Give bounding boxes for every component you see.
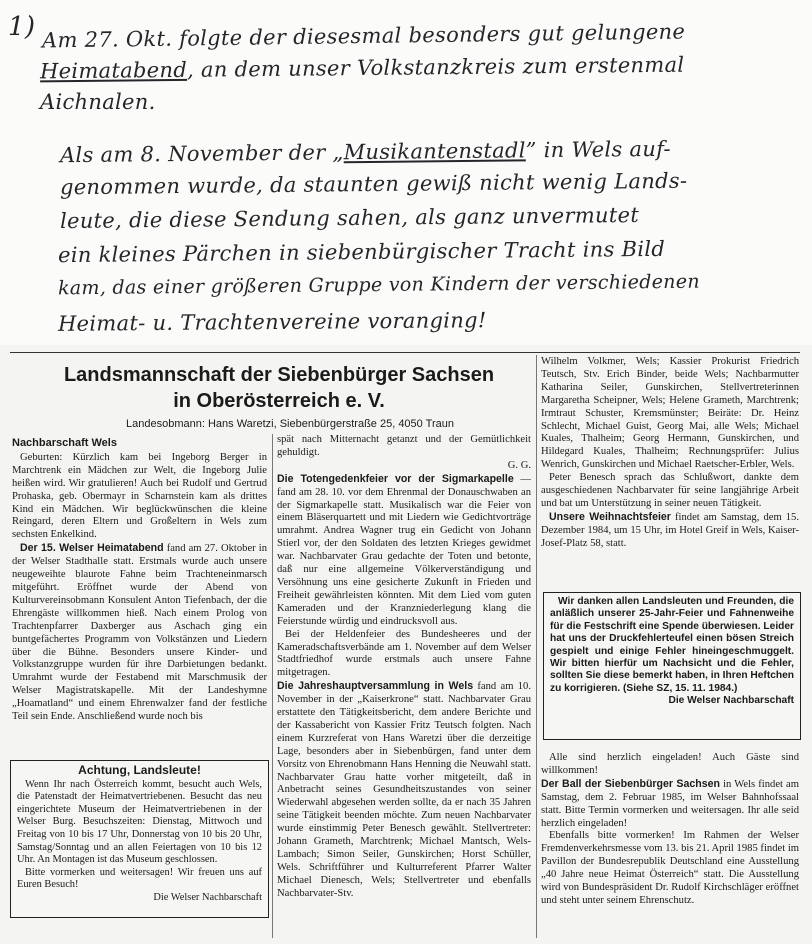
weihnachtsfeier-text: findet am Samstag, dem 15. Dezember 1984, um 15 Uhr, im Hotel Greif in Wels, Kaiser-Josef-Platz 58, statt. xyxy=(541,511,799,549)
weihnachtsfeier-heading: Unsere Weihnachtsfeier xyxy=(549,510,671,523)
totengedenkfeier-text: — fand am 28. 10. vor dem Ehrenmal der Donauschwaben an der Sigmarkapelle statt. Musikalisch war die Feier von einem Bläserquartett und mit Liedern wie Gedichtvorträge umrahmt. Andrea Wagner trug ein Gedicht von Johann Stierl vor, der den Soldaten des letzten Krieges gewidmet war. Nachbarvater Grau gedachte der Toten und betonte, daß nur eine allgemeine Völkerverständigung und Versöhnung uns eine gesicherte Zukunft in Frieden und Freiheit gewährleisten könnten. Mit dem Lied vom guten Kameraden und der Kranzniederlegung klang die Feierstunde würdig und eindrucksvoll aus. xyxy=(277,473,531,627)
column-1 xyxy=(12,434,267,724)
ball-text: in Wels findet am Samstag, dem 2. Februar 1985, im Welser Bahnhofssaal statt. Bitte Termin vormerken und weitersagen. Ihr alle seid herzlich eingeladen! xyxy=(541,778,799,829)
jahreshauptversammlung-text: fand am 10. November in der „Kaiserkrone“ statt. Nachbarvater Grau erstattete den Tätigkeitsbericht, dem andere Berichte und der Kassabericht von Kassier Fritz Teutsch folgten. Nach einem Kurzreferat von Hans Waretzi über die derzeitige Lage, besonders aber in Siebenbürgen, fand unter dem Vorsitz von Ehrenobmann Hans Henning die Neuwahl statt. Nachbarvater Grau hatte vorher mitgeteilt, daß in Anbetracht seines Gesundheitszustandes von seiner Wiederwahl abgesehen werden sollte, da er nach 35 Jahren seine Tätigkeit beenden möchte. Zum neuen Nachbarvater wurde einstimmig Peter Benesch gewählt. Stellvertreter: Johann Grameth, Marchtrenk; Michael Mantsch, Wels-Lambach; Simon Seiler, Gunskirchen; Horst Schüller, Wels. Schriftführer und Kulturreferent Pfarrer Walter Michael Dienesch, Wels; Stellvertreter und ebenfalls Nachbarvater-Stv. xyxy=(277,681,531,899)
heimatabend-paragraph xyxy=(12,542,267,724)
note-musikantenstadl: Musikantenstadl xyxy=(343,138,526,165)
note-line-5: genommen wurde, da staunten gewiß nicht wenig Lands- xyxy=(59,168,688,200)
ausstellung-paragraph: Ebenfalls bitte vormerken! Im Rahmen der Welser Fremdenverkehrsmesse vom 13. bis 21. April 1985 findet im Pavillon der Bundesrepublik Deutschland eine Ausstellung „40 Jahre neue Heimat Österreich“ statt. Die Ausstellung wird von Bundespräsident Dr. Rudolf Kirchschläger eröffnet und steht unter seinem Ehrenschutz. xyxy=(541,830,799,906)
museum-notice-signature: Die Welser Nachbarschaft xyxy=(153,891,262,903)
note-line-3: Aichnalen. xyxy=(40,90,156,114)
ball-heading: Der Ball der Siebenbürger Sachsen xyxy=(541,777,720,790)
column-3-lower xyxy=(541,752,799,908)
totengedenkfeier-paragraph xyxy=(277,473,531,629)
note-line-4 xyxy=(60,137,671,167)
heimatabend-text: fand am 27. Oktober in der Welser Stadthalle statt. Erstmals wurde auch unsere neugeweihte blaurote Fahne beim Trachteneinmarsch mitgeführt. Eröffnet wurde der Abend von Kulturvereinsobmann Konsulent Anton Tiefenbach, der die Ehrengäste willkommen hieß. Nach einem Prolog von Trachtenpfarrer Daxberger aus Aschach ging ein buntgefächertes Programm von Volkstänzen und Liedern über die Bühne. Besonders unsere Kinder- und Volkstanzgruppe wurden für ihre Darbietungen bedankt. Umrahmt wurde der Festabend mit Marschmusik der Welser Magistratskapelle. Mit der Landeshymne „Hoamatland“ und einem Ehrenwalzer fand der festliche Teil sein Ende. Anschließend wurde noch bis xyxy=(12,543,267,723)
note-line-2-rest: , an dem unser Volkstanzkreis zum erstenmal xyxy=(186,52,685,82)
thanks-notice-text: Wir danken allen Landsleuten und Freunden, die anläßlich unserer 25-Jahr-Feier und Fahnenweihe für die Festschrift eine Spende überwiesen. Leider hat uns der Druckfehlerteufel einen bösen Streich gespielt und einige Fehler hineingeschmuggelt. Wir bitten hierfür um Nachsicht und die Fehler, sollten Sie diese bemerkt haben, in Ihren Heftchen zu korrigieren. (Siehe SZ, 15. 11. 1984.) xyxy=(550,596,794,694)
column-rule-2 xyxy=(536,355,537,938)
clipping-top-rule xyxy=(10,352,800,353)
clipping-title-line-2: in Oberösterreich e. V. xyxy=(173,390,385,412)
museum-notice-text: Wenn Ihr nach Österreich kommt, besucht auch Wels, die Patenstadt der Heimatvertriebenen. Besucht das neu eingerichtete Museum der Heimatvertriebenen in der Welser Burg. Besuchszeiten: Dienstag, Mittwoch und Freitag von 10 bis 17 Uhr, Donnerstag von 10 bis 20 Uhr, Samstag/Sonntag und an allen Feiertagen von 10 bis 12 Uhr. An Montagen ist das Museum geschlossen. xyxy=(17,778,262,866)
totengedenkfeier-heading: Die Totengedenkfeier vor der Sigmarkapelle xyxy=(277,472,514,485)
museum-notice-box xyxy=(10,760,269,918)
births-paragraph: Geburten: Kürzlich kam bei Ingeborg Berger in Marchtrenk ein Mädchen zur Welt, die Ingeborg Julie heißen wird. Wir gratulieren! Auch bei Rudolf und Gertrud Prohaska, geb. Obermayr in Scharnstein kam als drittes Kind ein Mädchen. Wir beglückwünschen die kleine Reingard, deren Eltern und Großeltern in Wels zum sechsten Enkelkind. xyxy=(12,451,267,541)
thanks-notice-signature: Die Welser Nachbarschaft xyxy=(668,695,794,707)
schlusswort-paragraph: Peter Benesch sprach das Schlußwort, dankte dem ausgeschiedenen Nachbarvater für seine langjährige Arbeit und bat um Unterstützung in seiner neuen Tätigkeit. xyxy=(541,472,799,509)
heimatabend-heading: Der 15. Welser Heimatabend xyxy=(20,542,164,555)
note-line-9: Heimat- u. Trachtenvereine voranging! xyxy=(57,308,487,336)
col2-continuation: spät nach Mitternacht getanzt und der Gemütlichkeit gehuldigt. xyxy=(277,434,531,458)
weihnachtsfeier-paragraph xyxy=(541,511,799,551)
column-3 xyxy=(541,356,799,551)
col2-initials: G. G. xyxy=(507,459,531,471)
column-2 xyxy=(277,434,531,901)
note-heimatabend: Heimatabend xyxy=(39,57,188,84)
note-line-7: ein kleines Pärchen in siebenbürgischer Tracht ins Bild xyxy=(57,236,666,268)
jahreshauptversammlung-paragraph xyxy=(277,680,531,900)
heldenfeier-paragraph: Bei der Heldenfeier des Bundesheeres und der Kameradschaftsverbände am 1. November auf dem Welser Stadtfriedhof wurde erstmals auch unsere Fahne mitgetragen. xyxy=(277,628,531,679)
note-mark: 1) xyxy=(8,12,36,42)
col3-board-list: Wilhelm Volkmer, Wels; Kassier Prokurist Friedrich Teutsch, Stv. Erich Binder, beide Wels; Nachbarmutter Katharina Seiler, Gunskirchen, Stellvertreterinnen Margaretha Scheipner, Wels; Helene Grameth, Marchtrenk; Irmtraut Schuster, Kremsmünster; Beiräte: Dr. Heinz Schlecht, Michael Guist, Georg Mai, alle Wels; Michael Kuales, Thalheim; Georg Hermann, Gunskirchen, und Hildegard Kuales, Thalheim; Rechnungsprüfer: Julius Wenrich, Gunskirchen und Michael Raetscher-Erbler, Wels. xyxy=(541,356,799,471)
jahreshauptversammlung-heading: Die Jahreshauptversammlung in Wels xyxy=(277,680,474,693)
clipping-title-line-1: Landsmannschaft der Siebenbürger Sachsen xyxy=(63,364,495,386)
note-line-1: Am 27. Okt. folgte der diesesmal besonders gut gelungene xyxy=(41,19,686,53)
einladung-paragraph: Alle sind herzlich eingeladen! Auch Gäste sind willkommen! xyxy=(541,752,799,776)
note-line-4-a: Als am 8. November der „ xyxy=(59,140,344,168)
note-line-2 xyxy=(40,53,685,84)
thanks-notice-box xyxy=(543,592,801,740)
clipping-byline: Landesobmann: Hans Waretzi, Siebenbürgerstraße 25, 4050 Traun xyxy=(126,418,454,430)
note-line-6: leute, die diese Sendung sahen, als ganz unvermutet xyxy=(59,202,640,234)
note-line-8: kam, das einer größeren Gruppe von Kindern der verschiedenen xyxy=(57,270,700,300)
note-line-4-b: ” in Wels auf- xyxy=(525,136,671,163)
museum-notice-title: Achtung, Landsleute! xyxy=(78,763,201,777)
museum-notice-text-2: Bitte vormerken und weitersagen! Wir freuen uns auf Euren Besuch! xyxy=(17,866,262,891)
ball-paragraph xyxy=(541,778,799,831)
heading-nachbarschaft-wels: Nachbarschaft Wels xyxy=(12,437,117,449)
column-rule-1 xyxy=(272,434,273,938)
